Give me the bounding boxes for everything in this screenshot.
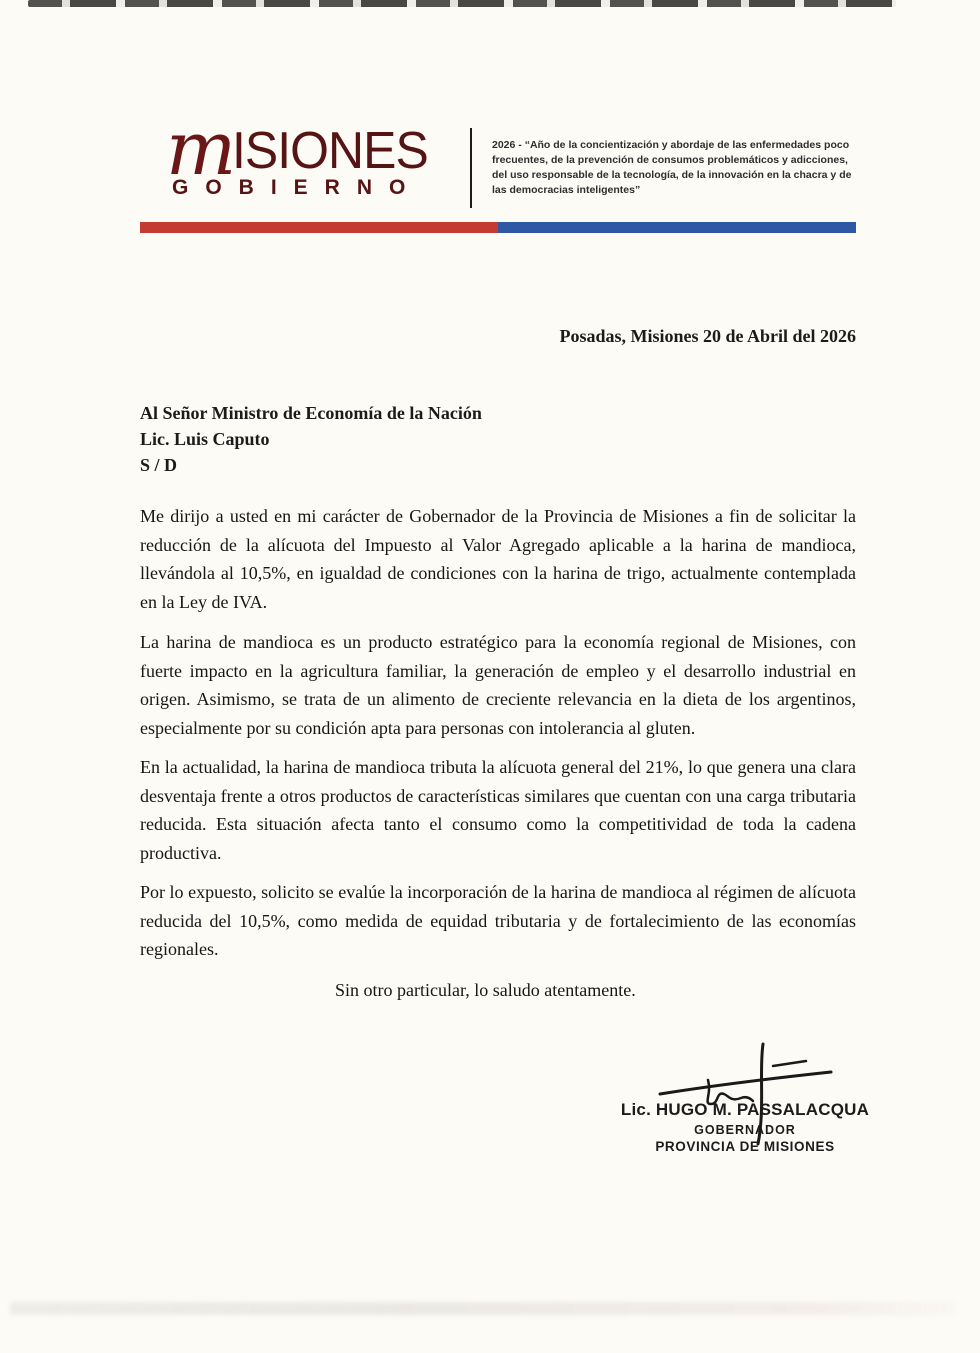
signer-name: Lic. HUGO M. PASSALACQUA — [620, 1100, 870, 1119]
misiones-logo-initial: m — [166, 106, 233, 192]
recipient-block — [140, 400, 482, 478]
letterhead-bar-red — [140, 222, 498, 233]
scan-artifact-bottom — [10, 1302, 955, 1315]
body-paragraph-1: Me dirijo a usted en mi carácter de Gobernador de la Provincia de Misiones a fin de solicitar la reducción de la alícuota del Impuesto al Valor Agregado aplicable a la harina de mandioca, llevándola al 10,5%, en igualdad de condiciones con la harina de trigo, actualmente contemplada en la Ley de IVA. — [140, 506, 856, 612]
signer-org: PROVINCIA DE MISIONES — [655, 1139, 835, 1154]
recipient-line-title: Al Señor Ministro de Economía de la Nación — [140, 403, 482, 423]
signer-role: GOBERNADOR — [694, 1123, 796, 1137]
signature-stamp — [616, 1100, 874, 1154]
scan-artifact-top — [28, 0, 896, 7]
recipient-line-name: Lic. Luis Caputo — [140, 429, 270, 449]
recipient-line-sd: S / D — [140, 455, 178, 475]
letterhead-bar-blue — [498, 222, 856, 233]
date-line: Posadas, Misiones 20 de Abril del 2026 — [559, 326, 856, 346]
body-paragraph-4: Por lo expuesto, solicito se evalúe la incorporación de la harina de mandioca al régimen de alícuota reducida del 10,5%, como medida de equidad tributaria y de fortalecimiento de las economías regionales. — [140, 882, 856, 959]
misiones-logo-gobierno: GOBIERNO — [172, 176, 423, 199]
letterhead-color-bar — [140, 222, 856, 233]
letterhead-divider — [470, 128, 472, 208]
body-paragraph-2: La harina de mandioca es un producto estratégico para la economía regional de Misiones, con fuerte impacto en la agricultura familiar, la generación de empleo y el desarrollo industrial en origen. Asimismo, se trata de un alimento de creciente relevancia en la dieta de los argentinos, especialmente por su condición apta para personas con intolerancia al gluten. — [140, 632, 856, 738]
closing-line: Sin otro particular, lo saludo atentamente. — [335, 980, 636, 1000]
letterhead-year-quote: 2026 - “Año de la concientización y abordaje de las enfermedades poco frecuentes, de la prevención de consumos problemáticos y adicciones, del uso responsable de la tecnología, de la innovación en la chacra y de las democracias inteligentes” — [492, 139, 852, 196]
body-paragraph-3: En la actualidad, la harina de mandioca tributa la alícuota general del 21%, lo que genera una clara desventaja frente a otros productos de características similares que cuentan con una carga tributaria reducida. Esta situación afecta tanto el consumo como la competitividad de toda la cadena productiva. — [140, 757, 856, 863]
misiones-logo-wordmark: ISIONES — [232, 122, 428, 180]
